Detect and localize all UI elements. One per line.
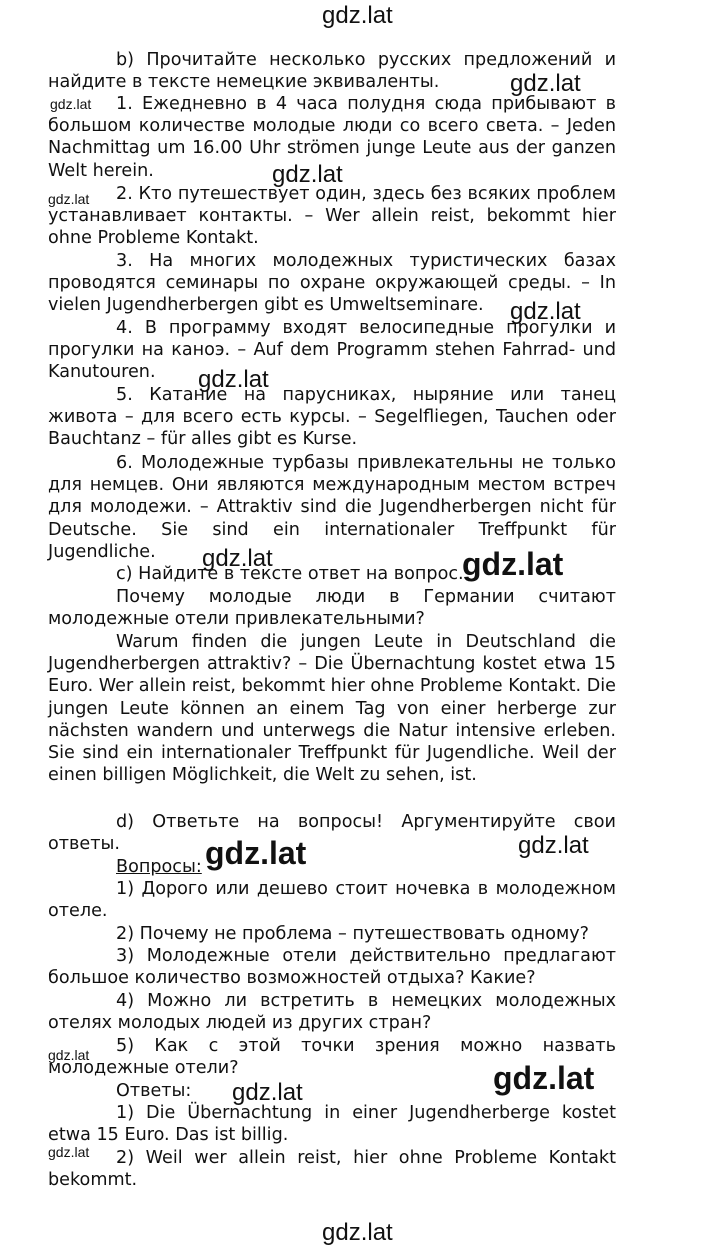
watermark: gdz.lat: [510, 298, 581, 325]
watermark: gdz.lat: [518, 832, 589, 859]
answer-1: 1) Die Übernachtung in einer Jugendherberge kostet etwa 15 Euro. Das ist billig.: [48, 1103, 616, 1146]
task-c: c) Найдите в тексте ответ на вопрос.: [116, 564, 464, 584]
task-b: b) Прочитайте несколько русских предложений и найдите в тексте немецкие эквиваленты.: [48, 50, 616, 93]
watermark: gdz.lat: [322, 1219, 393, 1246]
answers-heading: Ответы:: [116, 1081, 192, 1101]
sentence-6: 6. Молодежные турбазы привлекательны не только для немцев. Они являются международным местом встреч для молодежи. – Attraktiv sind die Jugendherbergen nicht für Deutsche. Sie sind ein internationaler Treffpunkt für Jugendliche.: [48, 453, 616, 562]
watermark: gdz.lat: [322, 2, 393, 29]
watermark: gdz.lat: [493, 1060, 595, 1096]
questions-heading-text: Вопросы:: [116, 857, 202, 877]
sentence-3: 3. На многих молодежных туристических базах проводятся семинары по охране окружающей среды. – In vielen Jugendherbergen gibt es Umweltseminare.: [48, 251, 616, 316]
question-c: Почему молодые люди в Германии считают молодежные отели привлекательными?: [48, 587, 616, 630]
watermark: gdz.lat: [50, 96, 92, 112]
watermark: gdz.lat: [202, 545, 273, 572]
sentence-5: 5. Катание на парусниках, ныряние или танец живота – для всего есть курсы. – Segelfliegen, Tauchen oder Bauchtanz – für alles gibt es Kurse.: [48, 385, 616, 450]
watermark: gdz.lat: [198, 366, 269, 393]
question-2: 2) Почему не проблема – путешествовать одному?: [116, 924, 589, 944]
watermark: gdz.lat: [272, 161, 343, 188]
question-3: 3) Молодежные отели действительно предлагают большое количество возможностей отдыха? Какие?: [48, 946, 616, 989]
sentence-2: 2. Кто путешествует один, здесь без всяких проблем устанавливает контакты. – Wer allein reist, bekommt hier ohne Probleme Kontakt.: [48, 184, 616, 249]
watermark: gdz.lat: [232, 1079, 303, 1106]
sentence-1: 1. Ежедневно в 4 часа полудня сюда прибывают в большом количестве молодые люди со всего света. – Jeden Nachmittag um 16.00 Uhr strömen junge Leute aus der ganzen Welt herein.: [48, 94, 616, 181]
questions-heading: [48, 856, 616, 878]
watermark: gdz.lat: [48, 1144, 90, 1160]
watermark: gdz.lat: [462, 546, 564, 582]
watermark: gdz.lat: [205, 835, 307, 871]
watermark: gdz.lat: [510, 70, 581, 97]
answer-2: 2) Weil wer allein reist, hier ohne Probleme Kontakt bekommt.: [48, 1148, 616, 1191]
watermark: gdz.lat: [48, 191, 90, 207]
question-5: 5) Как с этой точки зрения можно назвать молодежные отели?: [48, 1036, 616, 1079]
question-1: 1) Дорого или дешево стоит ночевка в молодежном отеле.: [48, 879, 616, 922]
task-d: d) Ответьте на вопросы! Аргументируйте свои ответы.: [48, 812, 616, 855]
sentence-4: 4. В программу входят велосипедные прогулки и прогулки на каноэ. – Auf dem Programm stehen Fahrrad- und Kanutouren.: [48, 318, 616, 383]
answer-c: Warum finden die jungen Leute in Deutschland die Jugendherbergen attraktiv? – Die Übernachtung kostet etwa 15 Euro. Wer allein reist, bekommt hier ohne Probleme Kontakt. Die jungen Leute können an einem Tag von einer herberge zur nächsten wandern und unterwegs die Natur intensive erleben. Sie sind ein internationaler Treffpunkt für Jugendliche. Weil der einen billigen Möglichkeit, die Welt zu sehen, ist.: [48, 632, 616, 786]
watermark: gdz.lat: [48, 1047, 90, 1063]
question-4: 4) Можно ли встретить в немецких молодежных отелях молодых людей из других стран?: [48, 991, 616, 1034]
